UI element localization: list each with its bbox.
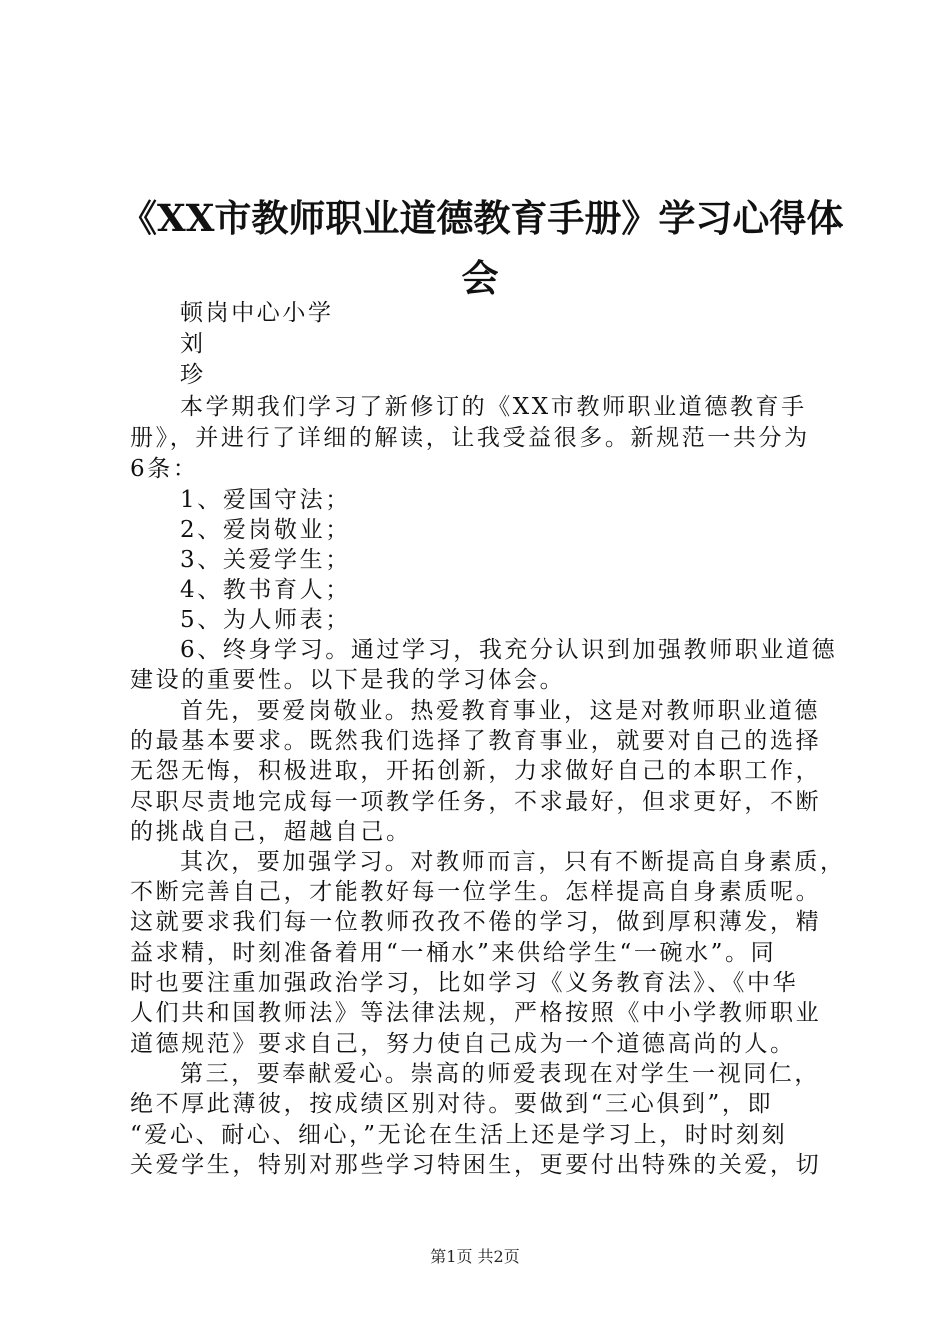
body-line: 不断完善自己，才能教好每一位学生。怎样提高自身素质呢。 — [130, 879, 822, 905]
body-line: 这就要求我们每一位教师孜孜不倦的学习，做到厚积薄发，精 — [130, 909, 822, 935]
page-number-footer: 第1页 共2页 — [430, 1247, 520, 1266]
author-name-part-2: 珍 — [180, 362, 206, 388]
list-item: 5、为人师表； — [180, 607, 351, 633]
body-line: 其次，要加强学习。对教师而言，只有不断提高自身素质， — [180, 849, 846, 875]
body-line: 益求精，时刻准备着用“一桶水”来供给学生“一碗水”。同 — [130, 940, 777, 966]
body-line: 道德规范》要求自己，努力使自己成为一个道德高尚的人。 — [130, 1031, 796, 1057]
document-title-line-1: 《XX市教师职业道德教育手册》学习心得体 — [120, 196, 844, 240]
body-line: 尽职尽责地完成每一项教学任务，不求最好，但求更好，不断 — [130, 789, 822, 815]
list-item: 4、教书育人； — [180, 577, 351, 603]
body-line: 的最基本要求。既然我们选择了教育事业，就要对自己的选择 — [130, 728, 822, 754]
body-line: 人们共和国教师法》等法律法规，严格按照《中小学教师职业 — [130, 1000, 822, 1026]
body-line: 的挑战自己，超越自己。 — [130, 819, 412, 845]
body-line: 本学期我们学习了新修订的《XX市教师职业道德教育手 — [180, 394, 807, 420]
list-item: 6、终身学习。通过学习，我充分认识到加强教师职业道德 — [180, 637, 838, 663]
body-line: 6条： — [130, 456, 199, 482]
list-item: 1、爱国守法； — [180, 487, 351, 513]
body-line: 第三，要奉献爱心。崇高的师爱表现在对学生一视同仁， — [180, 1061, 820, 1087]
list-item: 3、关爱学生； — [180, 547, 351, 573]
body-line: 无怨无悔，积极进取，开拓创新，力求做好自己的本职工作， — [130, 758, 822, 784]
list-item: 2、爱岗敬业； — [180, 517, 351, 543]
body-line: 建设的重要性。以下是我的学习体会。 — [130, 667, 566, 693]
author-name-part-1: 刘 — [180, 331, 206, 357]
author-school: 顿岗中心小学 — [180, 300, 334, 326]
body-line: 关爱学生，特别对那些学习特困生，更要付出特殊的关爱，切 — [130, 1152, 822, 1178]
body-line: “爱心、耐心、细心，”无论在生活上还是学习上，时时刻刻 — [130, 1122, 788, 1148]
body-line: 首先，要爱岗敬业。热爱教育事业，这是对教师职业道德 — [180, 698, 820, 724]
body-line: 绝不厚此薄彼，按成绩区别对待。要做到“三心俱到”，即 — [130, 1091, 774, 1117]
body-line: 时也要注重加强政治学习，比如学习《义务教育法》、《中华 — [130, 970, 799, 996]
body-line: 册》，并进行了详细的解读，让我受益很多。新规范一共分为 — [130, 425, 810, 451]
document-title-line-2: 会 — [461, 256, 499, 300]
